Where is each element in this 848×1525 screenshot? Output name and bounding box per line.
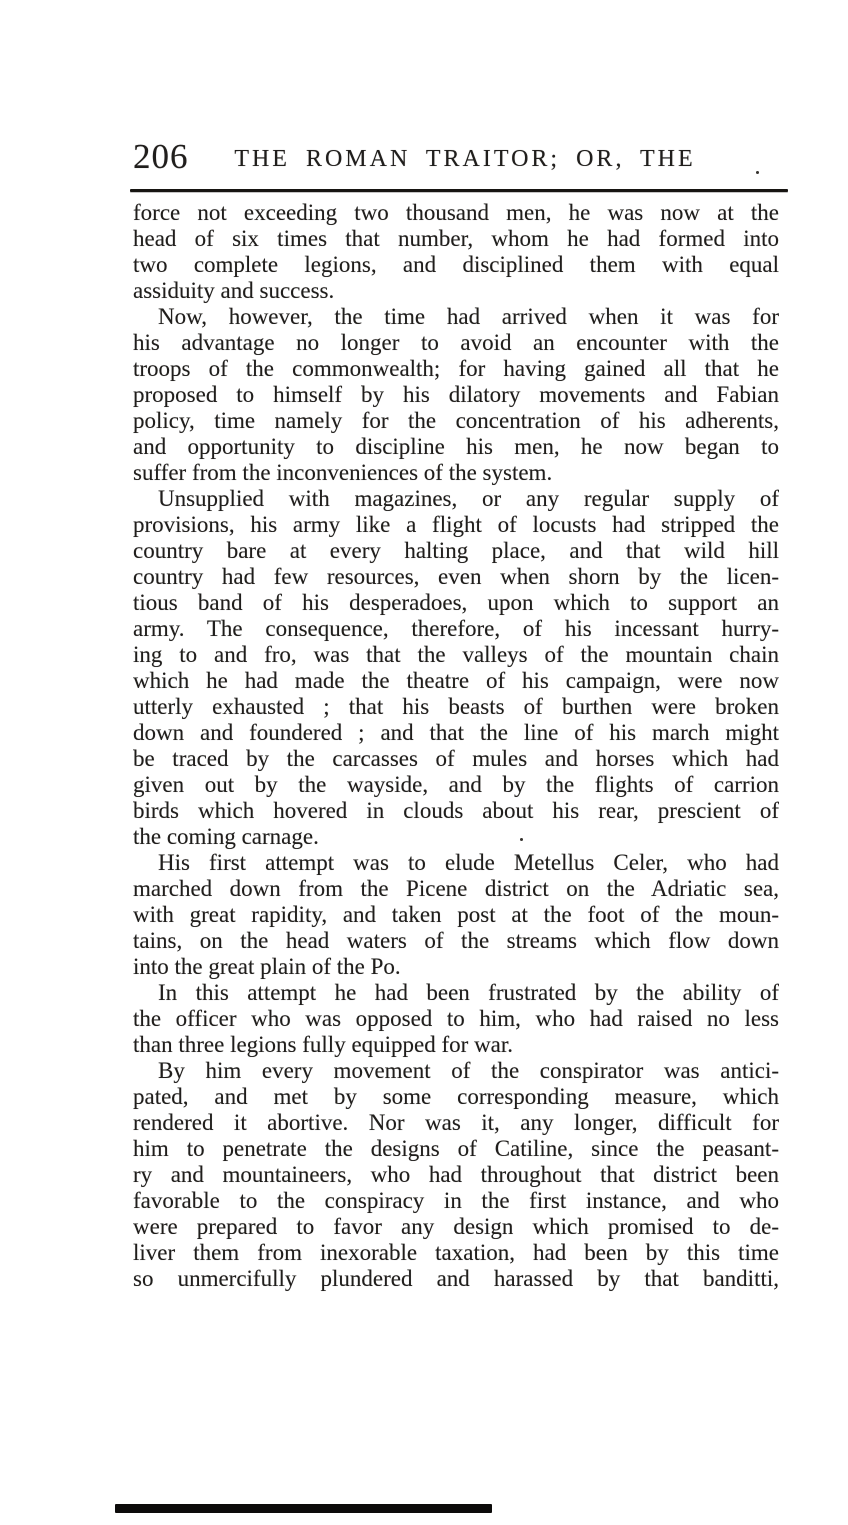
paragraph — [133, 200, 779, 304]
text-line: the coming carnage. — [133, 824, 319, 849]
running-title: THE ROMAN TRAITOR; OR, THE — [234, 146, 696, 172]
text-line: army. The consequence, therefore, of his incessant hurry- — [133, 616, 779, 641]
text-line: tains, on the head waters of the streams which flow down — [133, 928, 779, 953]
text-line: provisions, his army like a flight of locusts had stripped the — [133, 512, 779, 537]
text-line: into the great plain of the Po. — [133, 954, 401, 979]
text-line: country bare at every halting place, and that wild hill — [133, 538, 779, 563]
text-line: birds which hovered in clouds about his rear, prescient of — [133, 798, 779, 823]
paragraph — [133, 850, 779, 980]
text-line: troops of the commonwealth; for having gained all that he — [133, 356, 779, 381]
ink-speck — [756, 171, 759, 174]
text-line: ing to and fro, was that the valleys of the mountain chain — [133, 642, 779, 667]
text-line: two complete legions, and disciplined them with equal — [133, 252, 779, 277]
text-line: By him every movement of the conspirator was antici- — [158, 1058, 779, 1083]
text-line: than three legions fully equipped for war. — [133, 1032, 514, 1057]
text-line: tious band of his desperadoes, upon which to support an — [133, 590, 779, 615]
paragraph — [133, 1058, 779, 1292]
text-line: so unmercifully plundered and harassed by that banditti, — [133, 1266, 779, 1291]
text-line: rendered it abortive. Nor was it, any longer, difficult for — [133, 1110, 779, 1135]
text-line: In this attempt he had been frustrated by the ability of — [158, 980, 779, 1005]
text-line: pated, and met by some corresponding measure, which — [133, 1084, 779, 1109]
page-body-text — [133, 200, 779, 1292]
text-line: his advantage no longer to avoid an encounter with the — [133, 330, 779, 355]
text-line: down and foundered ; and that the line of his march might — [133, 720, 779, 745]
text-line: which he had made the theatre of his campaign, were now — [133, 668, 779, 693]
page-number: 206 — [133, 137, 189, 176]
header-rule — [130, 189, 788, 192]
text-line: Unsupplied with magazines, or any regular supply of — [158, 486, 779, 511]
paragraph — [133, 486, 779, 850]
text-line: were prepared to favor any design which promised to de- — [133, 1214, 779, 1239]
paragraph — [133, 304, 779, 486]
text-line: force not exceeding two thousand men, he was now at the — [133, 200, 779, 225]
text-line: be traced by the carcasses of mules and horses which had — [133, 746, 779, 771]
text-line: the officer who was opposed to him, who had raised no less — [133, 1006, 779, 1031]
text-line: Now, however, the time had arrived when it was for — [158, 304, 779, 329]
text-line: head of six times that number, whom he had formed into — [133, 226, 779, 251]
text-line: proposed to himself by his dilatory movements and Fabian — [133, 382, 779, 407]
text-line: suffer from the inconveniences of the system. — [133, 460, 553, 485]
scan-artifact-bar — [115, 1504, 492, 1513]
text-line: and opportunity to discipline his men, he now began to — [133, 434, 779, 459]
text-line: His first attempt was to elude Metellus Celer, who had — [158, 850, 779, 875]
text-line: utterly exhausted ; that his beasts of burthen were broken — [133, 694, 779, 719]
text-line: policy, time namely for the concentration of his adherents, — [133, 408, 779, 433]
text-line: liver them from inexorable taxation, had been by this time — [133, 1240, 779, 1265]
text-line: ry and mountaineers, who had throughout that district been — [133, 1162, 779, 1187]
paragraph — [133, 980, 779, 1058]
text-line: country had few resources, even when shorn by the licen- — [133, 564, 779, 589]
text-line: given out by the wayside, and by the flights of carrion — [133, 772, 779, 797]
text-line: marched down from the Picene district on the Adriatic sea, — [133, 876, 779, 901]
ink-speck — [520, 838, 523, 841]
text-line: him to penetrate the designs of Catiline, since the peasant- — [133, 1136, 779, 1161]
text-line: favorable to the conspiracy in the first instance, and who — [133, 1188, 779, 1213]
text-line: assiduity and success. — [133, 278, 335, 303]
text-line: with great rapidity, and taken post at the foot of the moun- — [133, 902, 779, 927]
